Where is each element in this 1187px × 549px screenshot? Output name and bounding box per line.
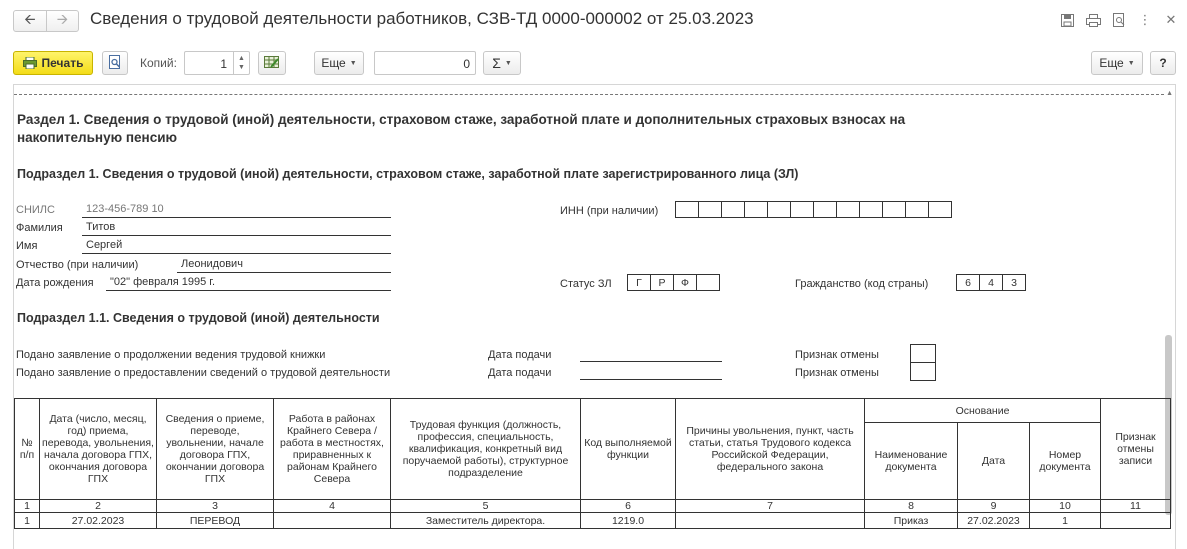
application-row1-label: Подано заявление о продолжении ведения трудовой книжки bbox=[16, 349, 326, 361]
cell-doc-date[interactable]: 27.02.2023 bbox=[958, 513, 1030, 529]
application-row1-cancel-box bbox=[910, 344, 936, 363]
application-row1-cancel-label: Признак отмены bbox=[795, 349, 879, 361]
name-label: Имя bbox=[16, 240, 38, 252]
status-cell: Р bbox=[650, 274, 674, 291]
application-row2-cancel-box bbox=[910, 362, 936, 381]
inn-cell bbox=[767, 201, 791, 218]
citizenship-cell: 4 bbox=[979, 274, 1003, 291]
print-icon bbox=[23, 57, 37, 69]
cell-code[interactable]: 1219.0 bbox=[581, 513, 676, 529]
sum-value: 0 bbox=[463, 57, 470, 71]
sum-button[interactable] bbox=[483, 51, 521, 75]
dropdown-arrow-icon: ▼ bbox=[349, 59, 357, 67]
copies-spinner[interactable] bbox=[233, 52, 249, 74]
cell-info[interactable]: ПЕРЕВОД bbox=[157, 513, 274, 529]
column-number: 7 bbox=[676, 500, 865, 513]
copies-value: 1 bbox=[220, 57, 227, 71]
header-cancel: Признак отмены записи bbox=[1101, 399, 1171, 500]
application-row2-date-label: Дата подачи bbox=[488, 367, 552, 379]
page-break-line bbox=[14, 94, 1164, 95]
toolbar bbox=[0, 44, 1187, 82]
header-date: Дата (число, месяц, год) приема, перевода, увольнения, начала договора ГПХ, окончания договора ГПХ bbox=[40, 399, 157, 500]
more-right-button[interactable] bbox=[1091, 51, 1143, 75]
column-number: 9 bbox=[958, 500, 1030, 513]
close-icon[interactable]: ✕ bbox=[1165, 12, 1177, 27]
status-cell bbox=[696, 274, 720, 291]
dropdown-arrow-icon: ▼ bbox=[1127, 59, 1135, 67]
surname-label: Фамилия bbox=[16, 222, 63, 234]
more-label: Еще bbox=[321, 56, 346, 70]
cell-num[interactable]: 1 bbox=[15, 513, 40, 529]
scroll-up-icon[interactable]: ▲ bbox=[1166, 90, 1173, 97]
header-code: Код выполняемой функции bbox=[581, 399, 676, 500]
more-vertical-icon[interactable]: ⋮ bbox=[1138, 12, 1152, 27]
inn-cell bbox=[698, 201, 722, 218]
cell-cancel[interactable] bbox=[1101, 513, 1171, 529]
more-button[interactable] bbox=[314, 51, 364, 75]
inn-cell bbox=[744, 201, 768, 218]
table-header-row bbox=[15, 399, 1171, 423]
status-label: Статус ЗЛ bbox=[560, 278, 612, 290]
print-label: Печать bbox=[41, 56, 84, 70]
header-basis: Основание bbox=[865, 399, 1101, 423]
copies-input[interactable] bbox=[184, 51, 250, 75]
window-controls bbox=[1059, 12, 1179, 28]
printer-icon[interactable] bbox=[1085, 12, 1101, 28]
header-north: Работа в районах Крайнего Севера / работа в местностях, приравненных к районам Крайнего Севера bbox=[274, 399, 391, 500]
table-edit-icon bbox=[264, 55, 280, 72]
patronymic-value: Леонидович bbox=[177, 258, 391, 273]
status-cell: Ф bbox=[673, 274, 697, 291]
inn-cell bbox=[721, 201, 745, 218]
status-boxes bbox=[628, 274, 720, 291]
edit-table-button[interactable] bbox=[258, 51, 286, 75]
application-row2-cancel-label: Признак отмены bbox=[795, 367, 879, 379]
column-number: 4 bbox=[274, 500, 391, 513]
forward-arrow-icon[interactable]: 🡪 bbox=[46, 11, 78, 31]
subsection11-title: Подраздел 1.1. Сведения о трудовой (иной) деятельности bbox=[17, 311, 380, 325]
column-numbers-row bbox=[15, 500, 1171, 513]
birth-label: Дата рождения bbox=[16, 277, 94, 289]
cell-north[interactable] bbox=[274, 513, 391, 529]
header-doc-num: Номер документа bbox=[1030, 423, 1101, 500]
column-number: 3 bbox=[157, 500, 274, 513]
inn-cell bbox=[675, 201, 699, 218]
citizenship-cell: 6 bbox=[956, 274, 980, 291]
sigma-icon: Σ bbox=[492, 55, 501, 71]
cell-date[interactable]: 27.02.2023 bbox=[40, 513, 157, 529]
inn-cell bbox=[928, 201, 952, 218]
column-number: 10 bbox=[1030, 500, 1101, 513]
save-icon[interactable] bbox=[1059, 12, 1075, 28]
spin-up-icon[interactable]: ▲ bbox=[238, 55, 245, 62]
back-arrow-icon[interactable]: 🡨 bbox=[24, 11, 36, 27]
application-row1-date-line bbox=[580, 361, 722, 362]
column-number: 2 bbox=[40, 500, 157, 513]
help-icon: ? bbox=[1159, 56, 1167, 70]
application-row2-label: Подано заявление о предоставлении сведений о трудовой деятельности bbox=[16, 367, 391, 379]
header-doc-name: Наименование документа bbox=[865, 423, 958, 500]
status-cell: Г bbox=[627, 274, 651, 291]
surname-value: Титов bbox=[82, 221, 391, 236]
citizenship-cell: 3 bbox=[1002, 274, 1026, 291]
application-row1-date-label: Дата подачи bbox=[488, 349, 552, 361]
more-right-label: Еще bbox=[1099, 56, 1124, 70]
preview-button[interactable] bbox=[102, 51, 128, 75]
cell-doc-name[interactable]: Приказ bbox=[865, 513, 958, 529]
name-value: Сергей bbox=[82, 239, 391, 254]
inn-cell bbox=[882, 201, 906, 218]
spin-down-icon[interactable]: ▼ bbox=[238, 64, 245, 71]
header-function: Трудовая функция (должность, профессия, специальность, квалификация, конкретный вид поручаемой работы), структурное подразделение bbox=[391, 399, 581, 500]
dropdown-arrow-icon: ▼ bbox=[504, 59, 512, 67]
inn-cell bbox=[859, 201, 883, 218]
column-number: 8 bbox=[865, 500, 958, 513]
nav-group bbox=[13, 10, 79, 32]
header-reasons: Причины увольнения, пункт, часть статьи, статья Трудового кодекса Российской Федерации, федерального закона bbox=[676, 399, 865, 500]
inn-cell bbox=[836, 201, 860, 218]
preview-icon bbox=[108, 55, 122, 72]
birth-value: "02" февраля 1995 г. bbox=[106, 276, 391, 291]
snils-value: 123-456-789 10 bbox=[82, 203, 391, 218]
help-button[interactable] bbox=[1150, 51, 1176, 75]
header-num: № п/п bbox=[15, 399, 40, 500]
column-number: 11 bbox=[1101, 500, 1171, 513]
sum-field[interactable] bbox=[374, 51, 476, 75]
cell-doc-num[interactable]: 1 bbox=[1030, 513, 1101, 529]
cell-reasons[interactable] bbox=[676, 513, 865, 529]
window-title: Сведения о трудовой деятельности работников, СЗВ-ТД 0000-000002 от 25.03.2023 bbox=[90, 9, 754, 28]
cell-function[interactable]: Заместитель директора. bbox=[391, 513, 581, 529]
document-area[interactable] bbox=[13, 84, 1176, 549]
labor-activity-table bbox=[14, 398, 1171, 529]
column-number: 1 bbox=[15, 500, 40, 513]
title-bar bbox=[0, 0, 1187, 44]
subsection1-title: Подраздел 1. Сведения о трудовой (иной) деятельности, страховом стаже, заработной плате зарегистрированного лица (ЗЛ) bbox=[17, 167, 799, 181]
section-title: Раздел 1. Сведения о трудовой (иной) деятельности, страховом стаже, заработной плате и дополнительных страховых взносах на накопительную пенсию bbox=[17, 112, 906, 145]
search-document-icon[interactable] bbox=[1111, 12, 1127, 28]
column-number: 5 bbox=[391, 500, 581, 513]
header-doc-date: Дата bbox=[958, 423, 1030, 500]
table-row[interactable] bbox=[15, 513, 1171, 529]
inn-label: ИНН (при наличии) bbox=[560, 205, 659, 217]
column-number: 6 bbox=[581, 500, 676, 513]
snils-label: СНИЛС bbox=[16, 204, 55, 216]
header-info: Сведения о приеме, переводе, увольнении, начале договора ГПХ, окончании договора ГПХ bbox=[157, 399, 274, 500]
inn-cell bbox=[813, 201, 837, 218]
copies-label: Копий: bbox=[140, 56, 177, 70]
print-button[interactable] bbox=[13, 51, 93, 75]
application-row2-date-line bbox=[580, 379, 722, 380]
inn-cell bbox=[790, 201, 814, 218]
citizenship-label: Гражданство (код страны) bbox=[795, 278, 929, 290]
patronymic-label: Отчество (при наличии) bbox=[16, 259, 139, 271]
citizenship-boxes bbox=[957, 274, 1026, 291]
inn-cell bbox=[905, 201, 929, 218]
inn-boxes bbox=[676, 201, 952, 218]
